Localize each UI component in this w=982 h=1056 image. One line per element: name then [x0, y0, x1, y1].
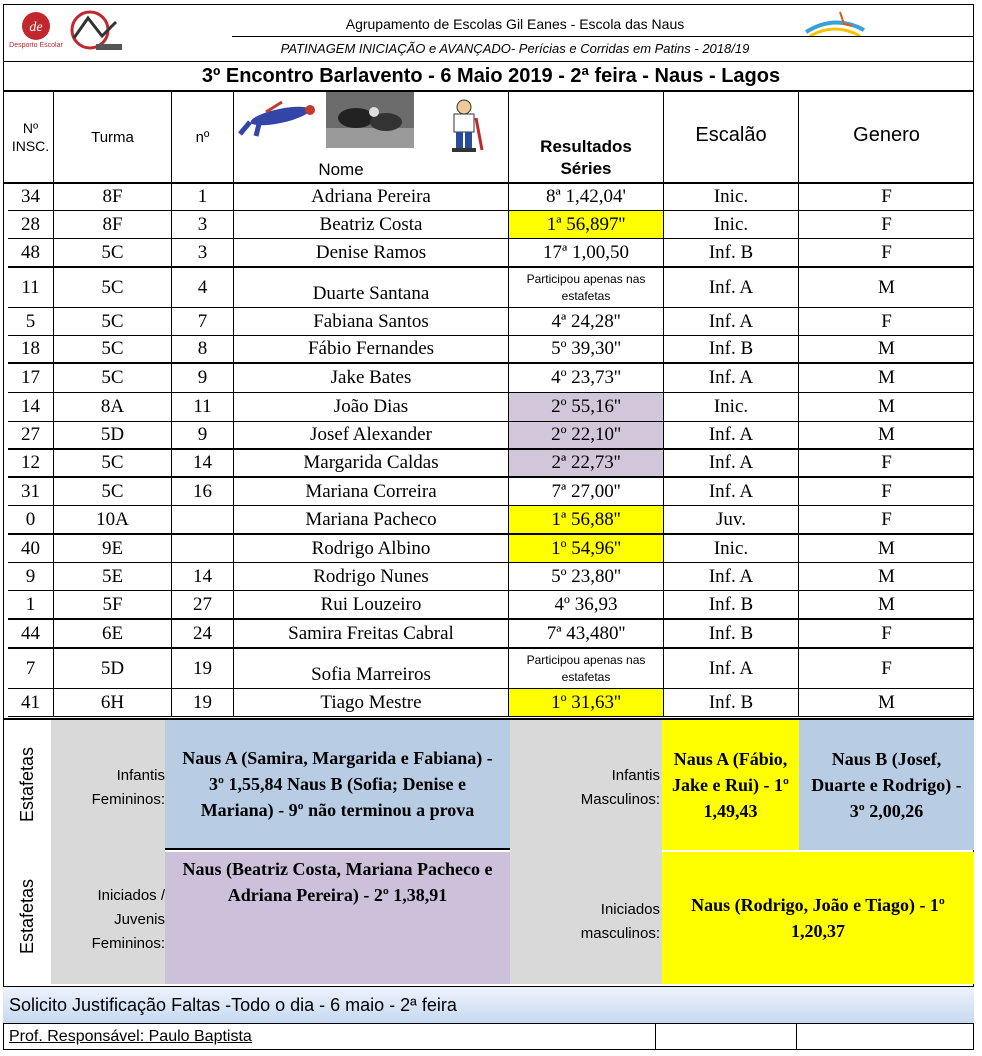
cell-nome: Rodrigo Albino	[234, 535, 509, 562]
table-row	[8, 239, 974, 268]
cell-escalao: Inf. A	[664, 649, 799, 688]
cell-resultado: 5º 23,80''	[509, 563, 664, 590]
cell-genero: M	[878, 276, 895, 298]
col-numero: nº	[172, 92, 234, 182]
relays-side-label-top: Estafetas	[16, 747, 37, 823]
cell-genero: M	[878, 367, 895, 388]
cell-insc: 0	[8, 506, 54, 533]
table-row	[8, 689, 974, 717]
cell-turma: 8F	[54, 211, 172, 238]
cell-turma: 5F	[54, 591, 172, 618]
cell-nome: Sofia Marreiros	[234, 649, 509, 688]
table-row	[8, 336, 974, 364]
cell-nome: Jake Bates	[234, 364, 509, 392]
svg-text:de: de	[29, 20, 43, 35]
cell-turma: 5C	[54, 308, 172, 335]
cell-turma: 9E	[54, 535, 172, 562]
cell-genero: F	[881, 452, 892, 473]
cell-nome: Fabiana Santos	[234, 308, 509, 335]
cell-insc: 7	[8, 649, 54, 688]
cell-num: 3	[172, 239, 234, 266]
race-photo	[326, 92, 414, 148]
responsible-teacher-text: Prof. Responsável: Paulo Baptista	[9, 1027, 252, 1045]
cell-insc: 1	[8, 591, 54, 618]
cell-genero: M	[878, 691, 895, 713]
cell-resultado: 2ª 22,73''	[509, 450, 664, 476]
cell-num: 1	[172, 183, 234, 210]
table-row	[8, 649, 974, 689]
cell-resultado: 17ª 1,00,50	[509, 239, 664, 266]
col-nome-label: Nome	[318, 160, 364, 179]
col-genero: Genero	[853, 124, 920, 146]
cell-genero: F	[881, 241, 892, 263]
cell-num: 9	[172, 364, 234, 392]
cell-nome: João Dias	[234, 393, 509, 421]
cell-nome: Duarte Santana	[234, 268, 509, 307]
cell-insc: 18	[8, 336, 54, 362]
cell-num: 14	[172, 450, 234, 476]
cell-resultado: 5º 39,30''	[509, 336, 664, 362]
hockey-skater-illustration	[442, 98, 486, 156]
speed-skater-illustration	[236, 98, 318, 140]
cell-insc: 31	[8, 478, 54, 505]
cell-num: 3	[172, 211, 234, 238]
relays-side-label-bottom: Estafetas	[16, 879, 37, 955]
cell-escalao: Inf. B	[664, 689, 799, 716]
cell-insc: 44	[8, 620, 54, 647]
relays-section	[3, 718, 974, 984]
cell-genero: M	[878, 396, 895, 417]
cell-num: 19	[172, 649, 234, 688]
cell-resultado: 1ª 56,897''	[509, 211, 664, 238]
table-row	[8, 591, 974, 620]
cell-nome: Beatriz Costa	[234, 211, 509, 238]
cell-insc: 48	[8, 239, 54, 266]
cell-num	[172, 535, 234, 562]
table-row	[8, 563, 974, 591]
cell-nome: Adriana Pereira	[234, 183, 509, 210]
cell-escalao: Inf. A	[664, 422, 799, 448]
cell-turma: 5D	[54, 422, 172, 448]
column-headers	[8, 92, 974, 182]
cell-resultado: 2º 55,16''	[509, 393, 664, 421]
cell-insc: 11	[8, 268, 54, 307]
cell-escalao: Inf. B	[664, 620, 799, 647]
cell-escalao: Inic.	[664, 393, 799, 421]
cell-num: 11	[172, 393, 234, 421]
table-row	[8, 506, 974, 535]
cell-escalao: Inf. B	[664, 239, 799, 266]
cell-turma: 6H	[54, 689, 172, 716]
col-insc: Nº INSC.	[8, 92, 54, 182]
cell-resultado: 1ª 56,88''	[509, 506, 664, 533]
cell-num: 7	[172, 308, 234, 335]
cell-genero: F	[881, 657, 892, 679]
cell-insc: 34	[8, 183, 54, 210]
cell-resultado: 7ª 43,480''	[509, 620, 664, 647]
desporto-escolar-caption: Desporto Escolar	[9, 42, 63, 49]
cell-genero: F	[881, 310, 892, 332]
table-row	[8, 183, 974, 211]
cell-insc: 14	[8, 393, 54, 421]
cell-turma: 8F	[54, 183, 172, 210]
aige-logo	[66, 10, 124, 54]
cell-escalao: Inic.	[664, 211, 799, 238]
cell-resultado: 4º 23,73''	[509, 364, 664, 392]
cell-insc: 17	[8, 364, 54, 392]
table-row	[8, 364, 974, 393]
cell-escalao: Inf. B	[664, 591, 799, 618]
table-row	[8, 211, 974, 239]
cell-escalao: Inf. A	[664, 563, 799, 590]
cell-turma: 5C	[54, 450, 172, 476]
cell-genero: M	[878, 338, 895, 359]
table-row	[8, 308, 974, 336]
inf-fem-label: Infantis Femininos:	[91, 767, 165, 808]
cell-genero: F	[881, 480, 892, 502]
cell-num: 8	[172, 336, 234, 362]
cell-escalao: Inf. A	[664, 450, 799, 476]
cell-escalao: Inf. A	[664, 308, 799, 335]
header-rule-1	[232, 36, 974, 37]
ini-masc-label: Iniciados masculinos:	[580, 901, 660, 942]
inf-fem-result: Naus A (Samira, Margarida e Fabiana) - 3º 1,55,84 Naus B (Sofia; Denise e Mariana) - 9º não terminou a prova	[165, 720, 510, 850]
col-resultados: Resultados Séries	[509, 92, 664, 182]
cell-turma: 5E	[54, 563, 172, 590]
cell-turma: 5C	[54, 364, 172, 392]
cell-turma: 8A	[54, 393, 172, 421]
cell-escalao: Inf. B	[664, 336, 799, 362]
cell-genero: F	[881, 508, 892, 530]
cell-num: 14	[172, 563, 234, 590]
cell-escalao: Inf. A	[664, 268, 799, 307]
ini-masc-result: Naus (Rodrigo, João e Tiago) - 1º 1,20,37	[662, 852, 974, 984]
cell-nome: Samira Freitas Cabral	[234, 620, 509, 647]
inf-masc-label: Infantis Masculinos:	[580, 767, 660, 808]
cell-turma: 5C	[54, 239, 172, 266]
cell-turma: 5D	[54, 649, 172, 688]
cell-nome: Rodrigo Nunes	[234, 563, 509, 590]
cell-genero: M	[878, 537, 895, 559]
cell-resultado: 2º 22,10''	[509, 422, 664, 448]
cell-resultado: Participou apenas nas estafetas	[509, 649, 664, 688]
responsible-teacher-bar	[3, 1024, 974, 1049]
table-row	[8, 268, 974, 308]
cell-insc: 41	[8, 689, 54, 716]
table-row	[8, 422, 974, 450]
cell-genero: M	[878, 424, 895, 445]
cell-num: 19	[172, 689, 234, 716]
cell-turma: 5C	[54, 336, 172, 362]
footer-divider-1	[655, 1024, 656, 1049]
cell-nome: Rui Louzeiro	[234, 591, 509, 618]
cell-num: 24	[172, 620, 234, 647]
table-row	[8, 450, 974, 478]
cell-escalao: Juv.	[664, 506, 799, 533]
organization-name: Agrupamento de Escolas Gil Eanes - Escola das Naus	[345, 16, 685, 32]
ini-fem-result: Naus (Beatriz Costa, Mariana Pacheco e Adriana Pereira) - 2º 1,38,91	[165, 852, 510, 984]
page-title: 3º Encontro Barlavento - 6 Maio 2019 - 2ª feira - Naus - Lagos	[201, 64, 781, 87]
cell-escalao: Inic.	[664, 183, 799, 210]
cell-resultado: 8ª 1,42,04'	[509, 183, 664, 210]
cell-nome: Margarida Caldas	[234, 450, 509, 476]
cell-genero: M	[878, 593, 895, 615]
ini-fem-label: Iniciados / Juvenis Femininos:	[91, 887, 165, 952]
cell-num	[172, 506, 234, 533]
table-row	[8, 535, 974, 563]
cell-turma: 5C	[54, 478, 172, 505]
cell-genero: M	[878, 565, 895, 587]
cell-insc: 40	[8, 535, 54, 562]
inf-masc-a-result: Naus A (Fábio, Jake e Rui) - 1º 1,49,43	[662, 720, 799, 850]
cell-escalao: Inf. A	[664, 364, 799, 392]
cell-turma: 10A	[54, 506, 172, 533]
cell-num: 16	[172, 478, 234, 505]
event-subtitle: PATINAGEM INICIAÇÃO e AVANÇADO- Perícias e Corridas em Patins - 2018/19	[280, 40, 750, 56]
cell-insc: 28	[8, 211, 54, 238]
cell-turma: 5C	[54, 268, 172, 307]
cell-insc: 5	[8, 308, 54, 335]
cell-resultado: 4º 36,93	[509, 591, 664, 618]
cell-nome: Mariana Pacheco	[234, 506, 509, 533]
col-escalao: Escalão	[664, 92, 799, 182]
cell-turma: 6E	[54, 620, 172, 647]
absence-justification-text: Solicito Justificação Faltas -Todo o dia - 6 maio - 2ª feira	[9, 994, 457, 1015]
cell-escalao: Inf. A	[664, 478, 799, 505]
cell-resultado: 1º 54,96''	[509, 535, 664, 562]
absence-justification-bar	[3, 986, 974, 1024]
results-table	[8, 183, 974, 718]
cell-genero: F	[881, 185, 892, 207]
table-row	[8, 393, 974, 422]
cell-num: 27	[172, 591, 234, 618]
cell-nome: Mariana Correira	[234, 478, 509, 505]
table-row	[8, 478, 974, 506]
cell-resultado: Participou apenas nas estafetas	[509, 268, 664, 307]
cell-num: 4	[172, 268, 234, 307]
cell-genero: F	[881, 622, 892, 644]
table-row	[8, 620, 974, 649]
cell-resultado: 7ª 27,00''	[509, 478, 664, 505]
cell-nome: Fábio Fernandes	[234, 336, 509, 362]
inf-masc-b-result: Naus B (Josef, Duarte e Rodrigo) - 3º 2,00,26	[799, 720, 974, 850]
col-turma: Turma	[54, 92, 172, 182]
cell-nome: Denise Ramos	[234, 239, 509, 266]
cell-insc: 9	[8, 563, 54, 590]
cell-resultado: 4ª 24,28''	[509, 308, 664, 335]
cell-escalao: Inic.	[664, 535, 799, 562]
cell-resultado: 1º 31,63''	[509, 689, 664, 716]
cell-num: 9	[172, 422, 234, 448]
cell-genero: F	[881, 213, 892, 235]
cell-nome: Tiago Mestre	[234, 689, 509, 716]
footer-divider-2	[796, 1024, 797, 1049]
cell-insc: 12	[8, 450, 54, 476]
cell-nome: Josef Alexander	[234, 422, 509, 448]
cell-insc: 27	[8, 422, 54, 448]
